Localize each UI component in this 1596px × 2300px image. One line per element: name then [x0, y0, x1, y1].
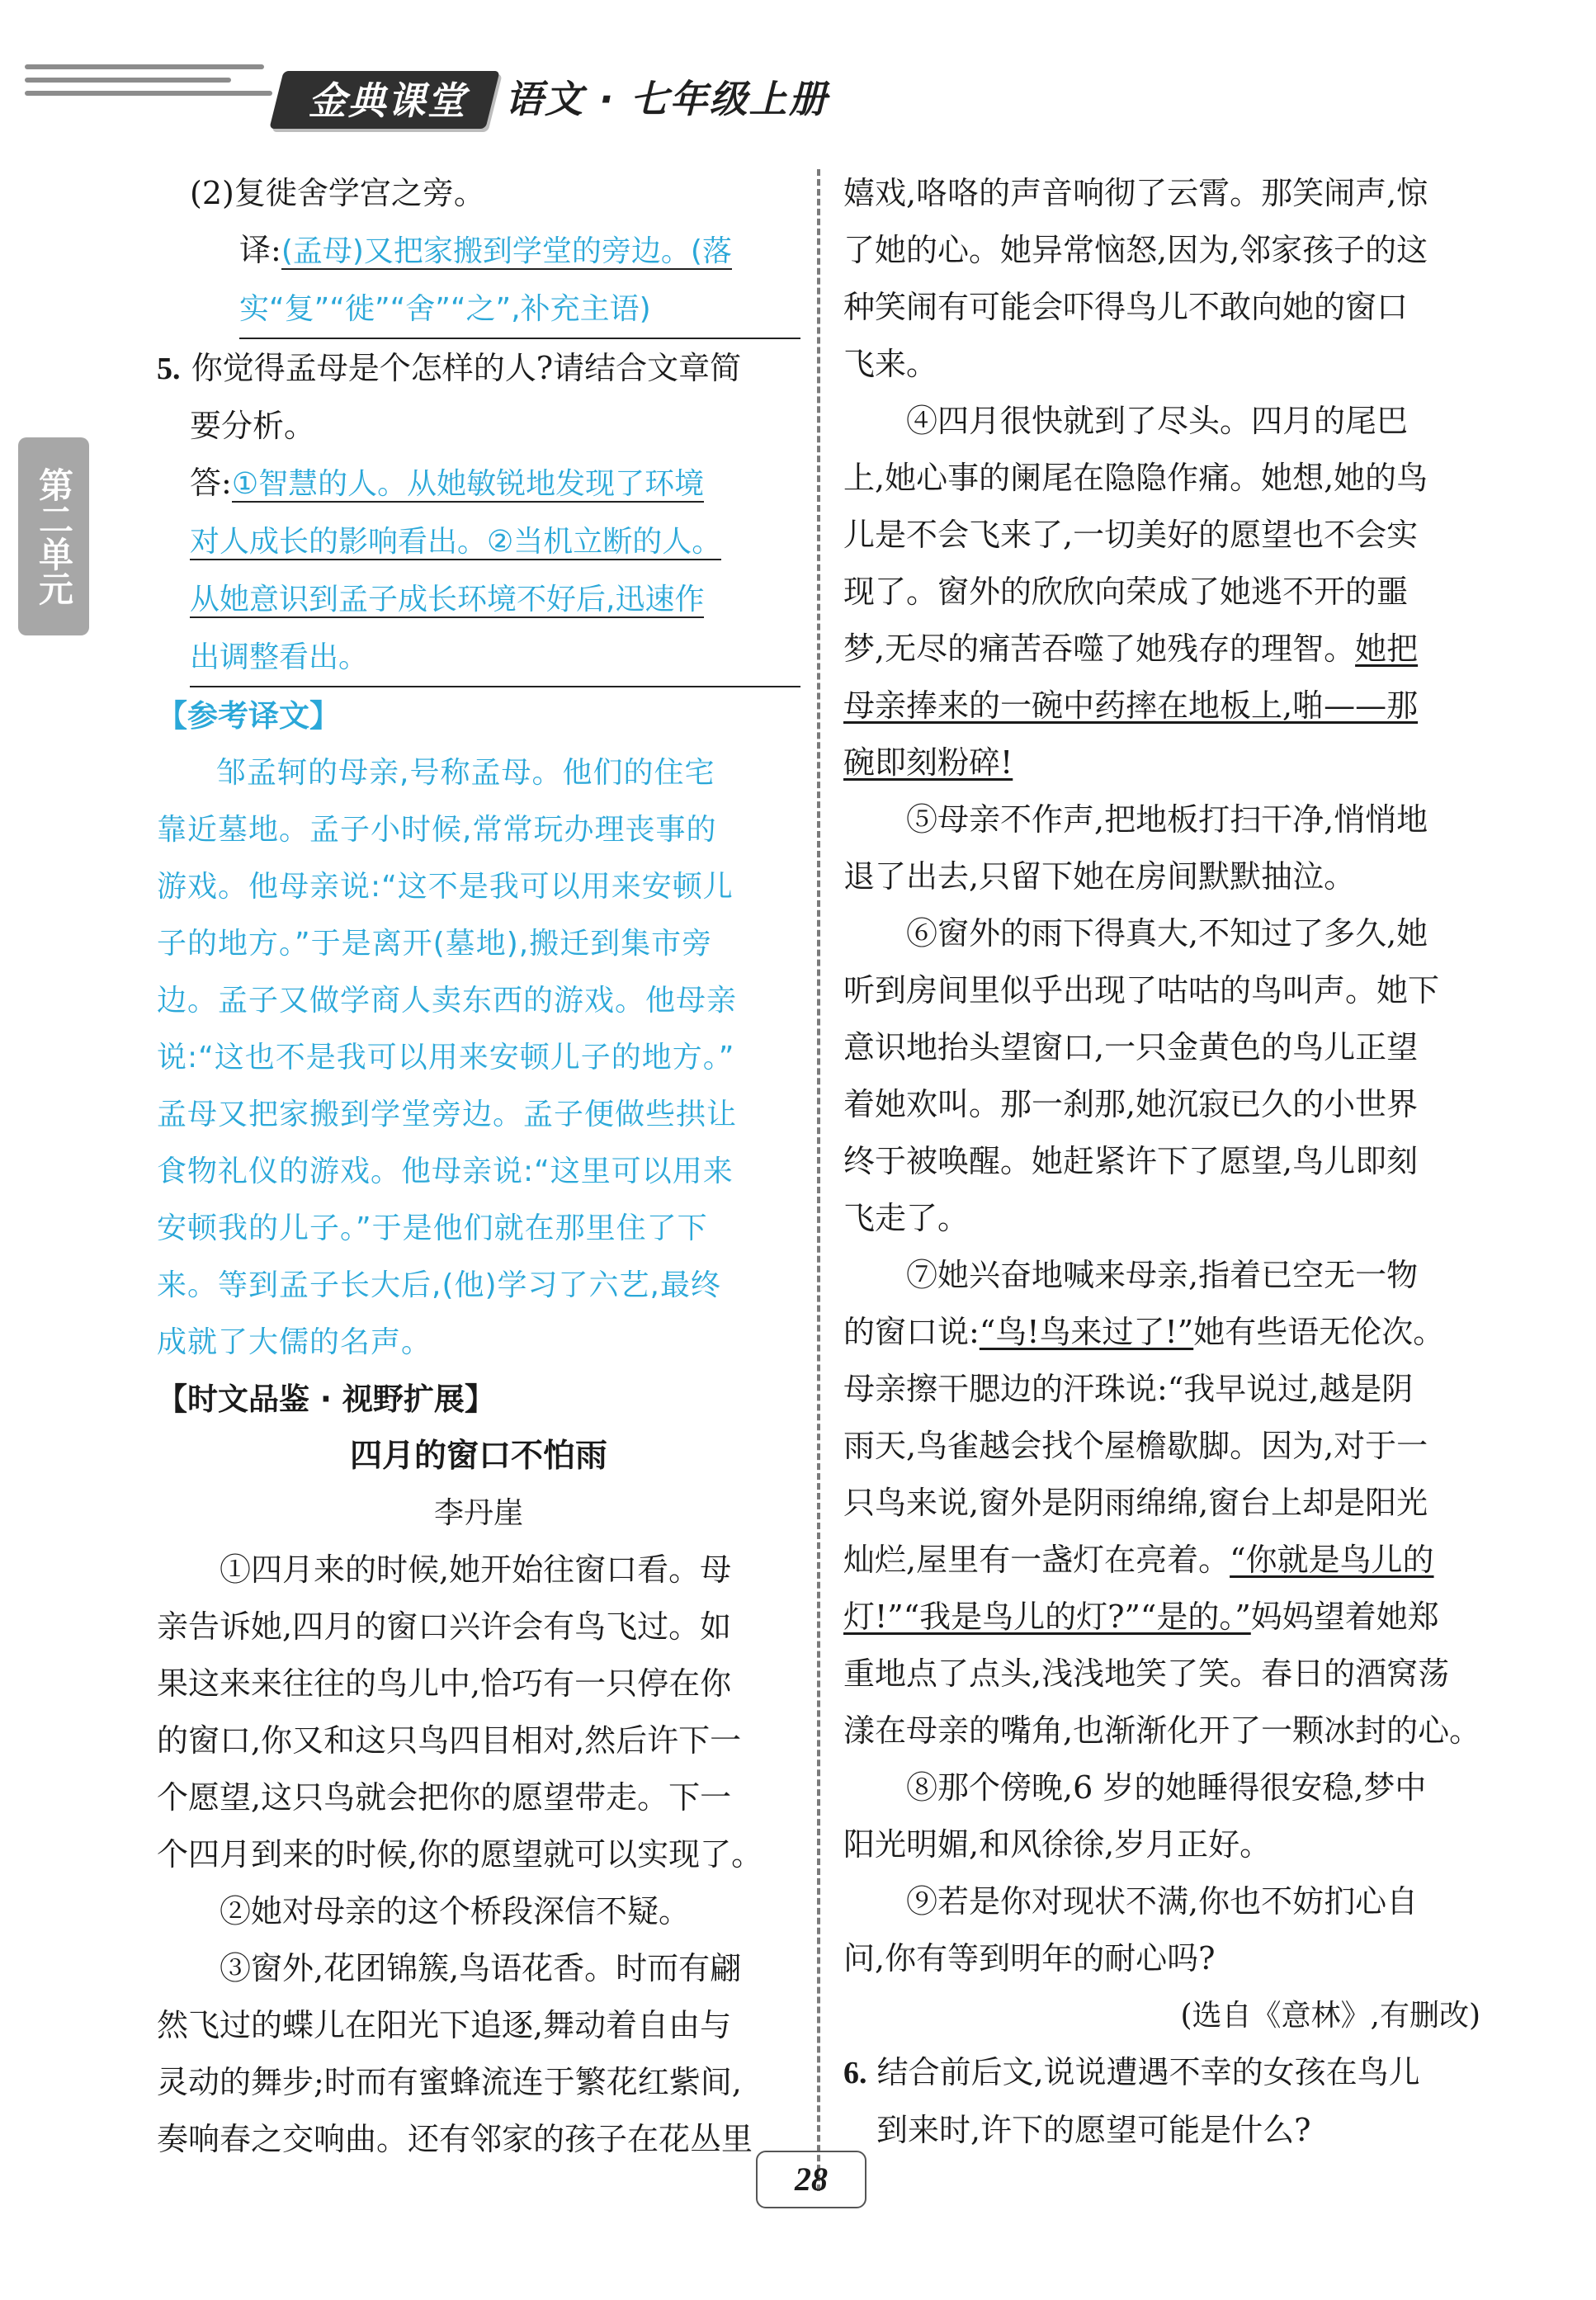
text-line: 母亲擦干腮边的汗珠说:“我早说过,越是阴: [843, 1371, 1414, 1407]
text-line: 退了出去,只留下她在房间默默抽泣。: [843, 858, 1356, 895]
q5-answer-line-2: [157, 512, 800, 570]
question-5: [157, 339, 800, 398]
text-line: 重地点了点头,浅浅地笑了笑。春日的酒窝荡: [843, 1655, 1450, 1692]
text-line: 听到房间里似乎出现了咕咕的鸟叫声。她下: [843, 972, 1440, 1008]
unit-side-tab: [18, 437, 89, 635]
text-line: 了她的心。她异常恼怒,因为,邻家孩子的这: [843, 232, 1428, 268]
text-line: [843, 678, 1489, 734]
underlined-segment: 她把: [1355, 630, 1419, 667]
brand-name: 金典课堂: [308, 78, 467, 123]
text-line: 终于被唤醒。她赶紧许下了愿望,鸟儿即刻: [843, 1143, 1419, 1179]
text-line: 漾在母亲的嘴角,也渐渐化开了一颗冰封的心。: [843, 1712, 1481, 1749]
text-line: ⑤母亲不作声,把地板打扫干净,悄悄地: [906, 801, 1428, 838]
q5-answer-text-2: 对人成长的影响看出。②当机立断的人。: [190, 525, 722, 559]
text-line: 嬉戏,咯咯的声音响彻了云霄。那笑闹声,惊: [843, 175, 1428, 211]
paragraph-4: [843, 393, 1489, 791]
text-line: 亲告诉她,四月的窗口兴许会有鸟飞过。如: [157, 1608, 732, 1645]
paragraph-2: ②她对母亲的这个桥段深信不疑。: [220, 1893, 691, 1929]
right-column: [843, 165, 1489, 2159]
translation-line: 边。孟子又做学商人卖东西的游戏。他母亲: [157, 984, 738, 1018]
unit-label: 第二单元: [34, 467, 74, 606]
paragraph-5: [843, 791, 1489, 905]
text-line: [843, 1532, 1489, 1589]
q4-answer-label: 译:: [239, 232, 281, 268]
paragraph-6: [843, 905, 1489, 1247]
text-line: [843, 734, 1489, 791]
q6-text-1: 结合前后文,说说遭遇不幸的女孩在鸟儿: [876, 2054, 1420, 2090]
q5-answer-line-3: [157, 570, 800, 628]
book-subject: 语文 · 七年级上册: [505, 77, 829, 121]
text-line: 果这来来往往的鸟儿中,恰巧有一只停在你: [157, 1665, 732, 1702]
q5-answer-line-4: [157, 628, 800, 687]
text-line: 然飞过的蝶儿在阳光下追逐,舞动着自由与: [157, 2007, 732, 2043]
paragraph-9: [843, 1873, 1489, 1987]
text-line: 着她欢叫。那一刹那,她沉寂已久的小世界: [843, 1086, 1419, 1122]
text-line: 上,她心事的阑尾在隐隐作痛。她想,她的鸟: [843, 460, 1428, 496]
translation-line: 安顿我的儿子。”于是他们就在那里住了下: [157, 1211, 708, 1245]
column-divider: [817, 169, 820, 2191]
paragraph-3-continued: [843, 165, 1489, 393]
translation-line: 来。等到孟子长大后,(他)学习了六艺,最终: [157, 1268, 721, 1302]
q5-text-1: 你觉得孟母是个怎样的人?请结合文章简: [191, 350, 742, 386]
translation-line: 说:“这也不是我可以用来安顿儿子的地方。”: [157, 1041, 735, 1074]
text-line: 阳光明媚,和风徐徐,岁月正好。: [843, 1826, 1272, 1863]
text-line: [843, 1304, 1489, 1361]
text-segment: 梦,无尽的痛苦吞噬了她残存的理智。: [843, 630, 1356, 667]
text-line: 种笑闹有可能会吓得鸟儿不敢向她的窗口: [843, 289, 1409, 325]
q6-number: 6.: [843, 2056, 867, 2090]
q4-item-2: (2)复徙舍学宫之旁。: [190, 175, 485, 211]
underlined-segment: 灯!”“我是鸟儿的灯?”“是的。”: [843, 1599, 1251, 1635]
translation-line: 成就了大儒的名声。: [157, 1325, 432, 1359]
text-line: ①四月来的时候,她开始往窗口看。母: [220, 1551, 732, 1588]
article-source: (选自《意林》,有删改): [1180, 1999, 1480, 2033]
translation-line: 游戏。他母亲说:“这不是我可以用来安顿儿: [157, 870, 734, 904]
text-line: ⑥窗外的雨下得真大,不知过了多久,她: [906, 915, 1428, 952]
text-line: 飞来。: [843, 346, 938, 382]
translation-line: 靠近墓地。孟子小时候,常常玩办理丧事的: [157, 813, 717, 847]
q5-answer-text-3: 从她意识到孟子成长环境不好后,迅速作: [190, 583, 705, 616]
left-column: [157, 165, 800, 2168]
text-segment: 的窗口说:: [843, 1314, 980, 1350]
paragraph-8: [843, 1759, 1489, 1873]
q5-text-2: 要分析。: [190, 408, 316, 444]
underlined-segment: “鸟!鸟来过了!”: [979, 1314, 1194, 1350]
question-6: [843, 2044, 1489, 2102]
underlined-segment: “你就是鸟儿的: [1230, 1542, 1434, 1578]
underlined-segment: 母亲捧来的一碗中药摔在地板上,啪——那: [843, 687, 1419, 724]
text-line: 个愿望,这只鸟就会把你的愿望带走。下一: [157, 1779, 732, 1816]
q5-answer-text-4: 出调整看出。: [190, 629, 800, 687]
paragraph-1: [157, 1542, 800, 1883]
text-line: ⑧那个傍晚,6 岁的她睡得很安稳,梦中: [906, 1769, 1427, 1806]
text-line: 飞走了。: [843, 1200, 970, 1236]
q6-text-2: 到来时,许下的愿望可能是什么?: [876, 2112, 1311, 2148]
text-line: 的窗口,你又和这只鸟四目相对,然后许下一: [157, 1722, 742, 1759]
header-decor-lines: [25, 64, 272, 104]
q5-answer-line-1: [157, 455, 800, 512]
text-line: ⑦她兴奋地喊来母亲,指着已空无一物: [906, 1257, 1419, 1293]
text-line: 只鸟来说,窗外是阴雨绵绵,窗台上却是阳光: [843, 1485, 1428, 1521]
article-author: 李丹崖: [433, 1496, 523, 1530]
paragraph-3: [157, 1940, 800, 2168]
text-line: 意识地抬头望窗口,一只金黄色的鸟儿正望: [843, 1029, 1419, 1065]
underlined-segment: 碗即刻粉碎!: [843, 744, 1013, 781]
page-number: 28: [756, 2151, 866, 2208]
q4-answer-line-2: [157, 280, 800, 339]
q4-answer-text-2: 实“复”“徙”“舍”“之”,补充主语): [239, 281, 800, 339]
paragraph-7: [843, 1247, 1489, 1759]
text-segment: 她有些语无伦次。: [1193, 1314, 1445, 1350]
reference-translation: [157, 744, 800, 1371]
q4-answer-text-1: (孟母)又把家搬到学堂的旁边。(落: [281, 234, 732, 268]
text-line: 雨天,鸟雀越会找个屋檐歇脚。因为,对于一: [843, 1428, 1428, 1464]
text-line: 灵动的舞步;时而有蜜蜂流连于繁花红紫间,: [157, 2064, 742, 2100]
text-line: 奏响春之交响曲。还有邻家的孩子在花丛里: [157, 2121, 753, 2157]
text-line: 儿是不会飞来了,一切美好的愿望也不会实: [843, 517, 1419, 553]
text-line: ③窗外,花团锦簇,鸟语花香。时而有翩: [220, 1950, 742, 1986]
reference-translation-title: 【参考译文】: [157, 698, 340, 734]
q5-number: 5.: [157, 352, 181, 386]
text-line: 现了。窗外的欣欣向荣成了她逃不开的噩: [843, 574, 1409, 610]
translation-line: 邹孟轲的母亲,号称孟母。他们的住宅: [216, 756, 715, 790]
text-line: ⑨若是你对现状不满,你也不妨扪心自: [906, 1883, 1419, 1920]
section-title: 【时文品鉴 · 视野扩展】: [157, 1381, 495, 1417]
text-line: 个四月到来的时候,你的愿望就可以实现了。: [157, 1836, 763, 1873]
text-line: ④四月很快就到了尽头。四月的尾巴: [906, 403, 1409, 439]
text-segment: 妈妈望着她郑: [1250, 1599, 1439, 1635]
text-line: [843, 621, 1489, 678]
article-title: 四月的窗口不怕雨: [349, 1438, 607, 1475]
q5-answer-label: 答:: [190, 465, 232, 501]
text-line: [843, 1589, 1489, 1646]
text-line: 问,你有等到明年的耐心吗?: [843, 1940, 1216, 1976]
q4-answer-line-1: [157, 222, 800, 280]
translation-line: 孟母又把家搬到学堂旁边。孟子便做些拱让: [157, 1098, 738, 1131]
translation-line: 食物礼仪的游戏。他母亲说:“这里可以用来: [157, 1155, 734, 1188]
text-segment: 灿烂,屋里有一盏灯在亮着。: [843, 1542, 1230, 1578]
q5-answer-text-1: ①智慧的人。从她敏锐地发现了环境: [231, 467, 705, 501]
page-header: [0, 0, 1596, 157]
translation-line: 子的地方。”于是离开(墓地),搬迁到集市旁: [157, 927, 713, 961]
